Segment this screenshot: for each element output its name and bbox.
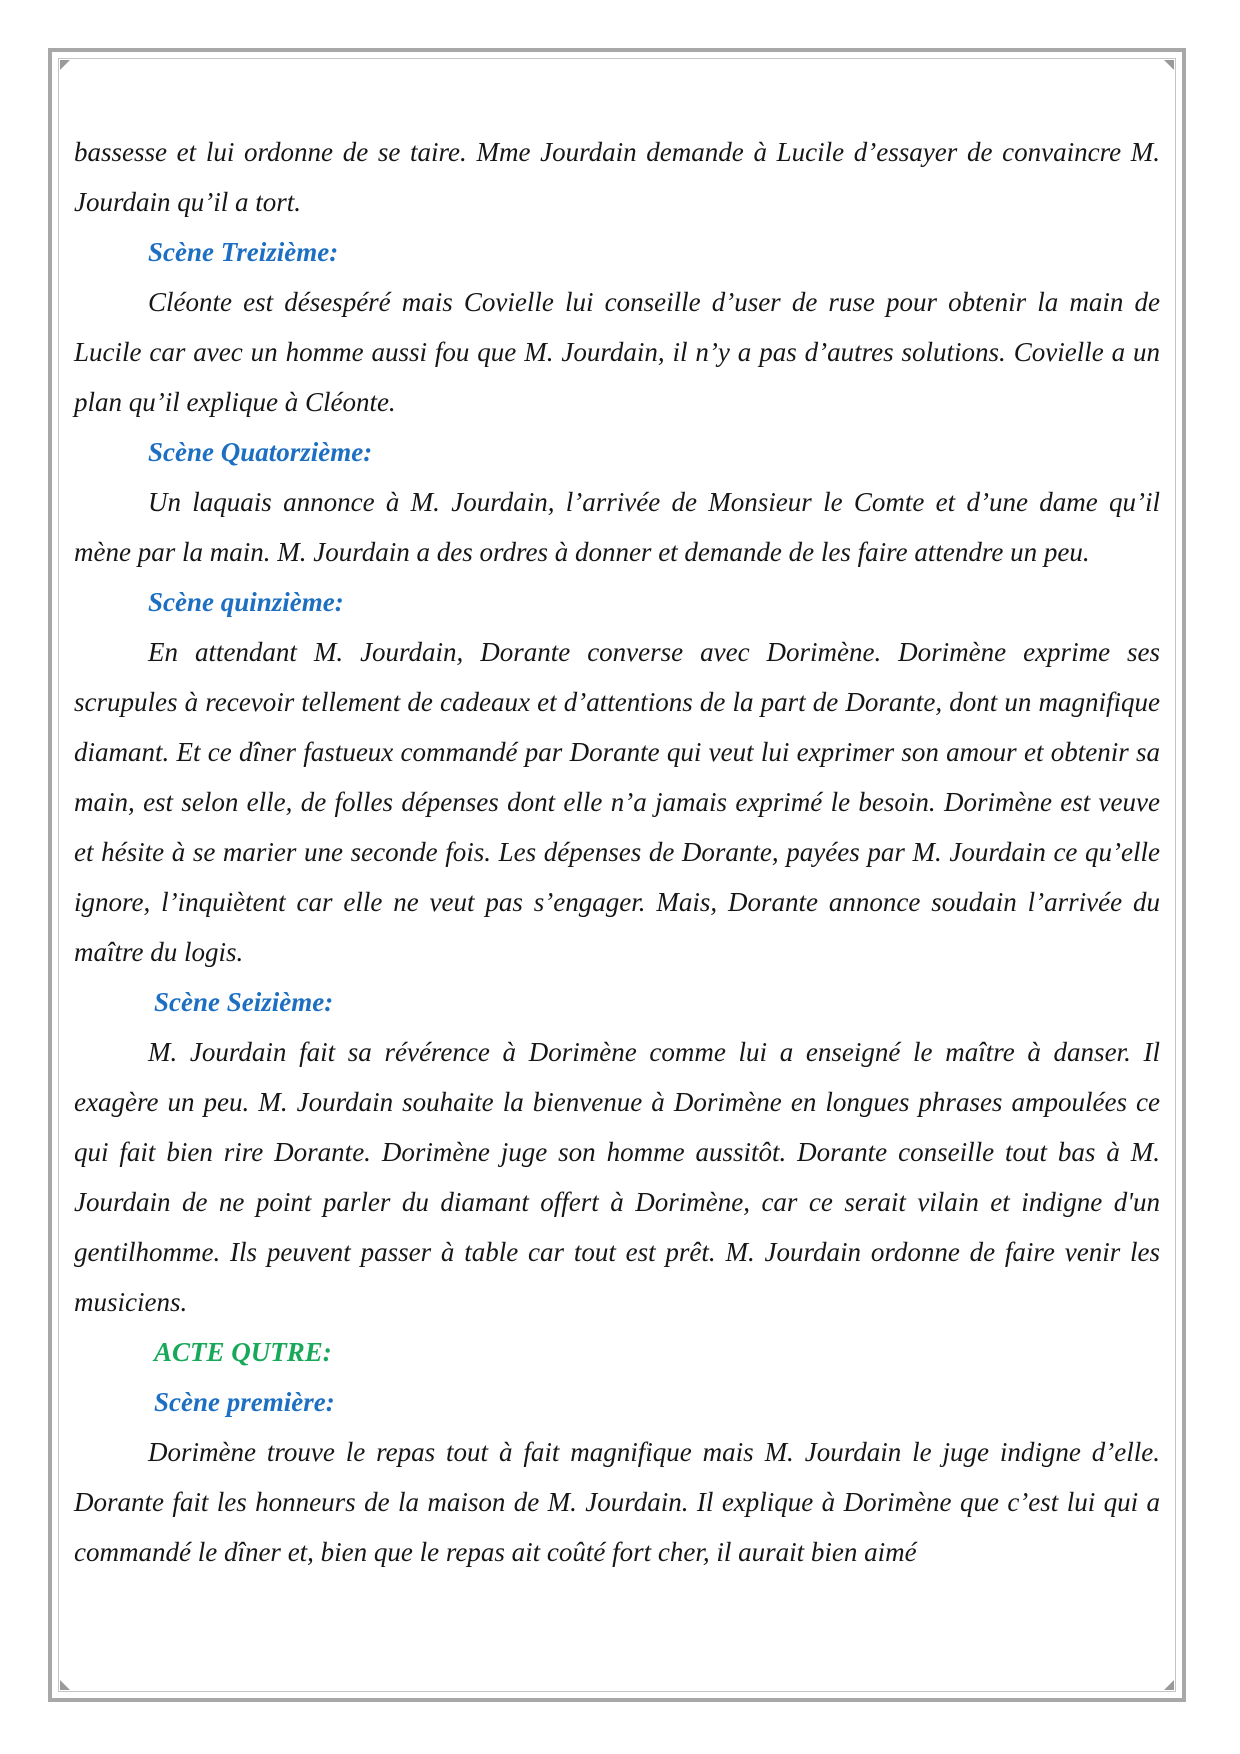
- paragraph-scene-15: En attendant M. Jourdain, Dorante converse avec Dorimène. Dorimène exprime ses scrupules à recevoir tellement de cadeaux et d’attentions de la part de Dorante, dont un magnifique diamant. Et ce dîner fastueux commandé par Dorante qui veut lui exprimer son amour et obtenir sa main, est selon elle, de folles dépenses dont elle n’a jamais exprimé le besoin. Dorimène est veuve et hésite à se marier une seconde fois. Les dépenses de Dorante, payées par M. Jourdain ce qu’elle ignore, l’inquiètent car elle ne veut pas s’engager. Mais, Dorante annonce soudain l’arrivée du maître du logis.: [74, 637, 1160, 967]
- scene-heading-premiere: Scène première:: [154, 1387, 335, 1417]
- paragraph-acte4-scene-1: Dorimène trouve le repas tout à fait magnifique mais M. Jourdain le juge indigne d’elle. Dorante fait les honneurs de la maison de M. Jourdain. Il explique à Dorimène que c’est lui qui a commandé le dîner et, bien que le repas ait coûté fort cher, il aurait bien aimé: [74, 1437, 1160, 1567]
- corner-ornament-icon: [60, 1680, 70, 1690]
- scene-heading-quinzieme: Scène quinzième:: [148, 587, 344, 617]
- act-heading-acte-quatre: ACTE QUTRE:: [154, 1337, 332, 1367]
- corner-ornament-icon: [1164, 1680, 1174, 1690]
- scene-heading-seizieme: Scène Seizième:: [154, 987, 334, 1017]
- corner-ornament-icon: [1164, 60, 1174, 70]
- corner-ornament-icon: [60, 60, 70, 70]
- scene-heading-treizieme: Scène Treizième:: [148, 237, 339, 267]
- paragraph-scene-13: Cléonte est désespéré mais Covielle lui conseille d’user de ruse pour obtenir la main de Lucile car avec un homme aussi fou que M. Jourdain, il n’y a pas d’autres solutions. Covielle a un plan qu’il explique à Cléonte.: [74, 287, 1160, 417]
- paragraph-scene-16: M. Jourdain fait sa révérence à Dorimène comme lui a enseigné le maître à danser. Il exagère un peu. M. Jourdain souhaite la bienvenue à Dorimène en longues phrases ampoulées ce qui fait bien rire Dorante. Dorimène juge son homme aussitôt. Dorante conseille tout bas à M. Jourdain de ne point parler du diamant offert à Dorimène, car ce serait vilain et indigne d'un gentilhomme. Ils peuvent passer à table car tout est prêt. M. Jourdain ordonne de faire venir les musiciens.: [74, 1037, 1160, 1317]
- page-content: [74, 127, 1160, 1577]
- scene-heading-quatorzieme: Scène Quatorzième:: [148, 437, 373, 467]
- paragraph-scene-14: Un laquais annonce à M. Jourdain, l’arrivée de Monsieur le Comte et d’une dame qu’il mène par la main. M. Jourdain a des ordres à donner et demande de les faire attendre un peu.: [74, 487, 1160, 567]
- paragraph-continued: bassesse et lui ordonne de se taire. Mme Jourdain demande à Lucile d’essayer de convaincre M. Jourdain qu’il a tort.: [74, 137, 1160, 217]
